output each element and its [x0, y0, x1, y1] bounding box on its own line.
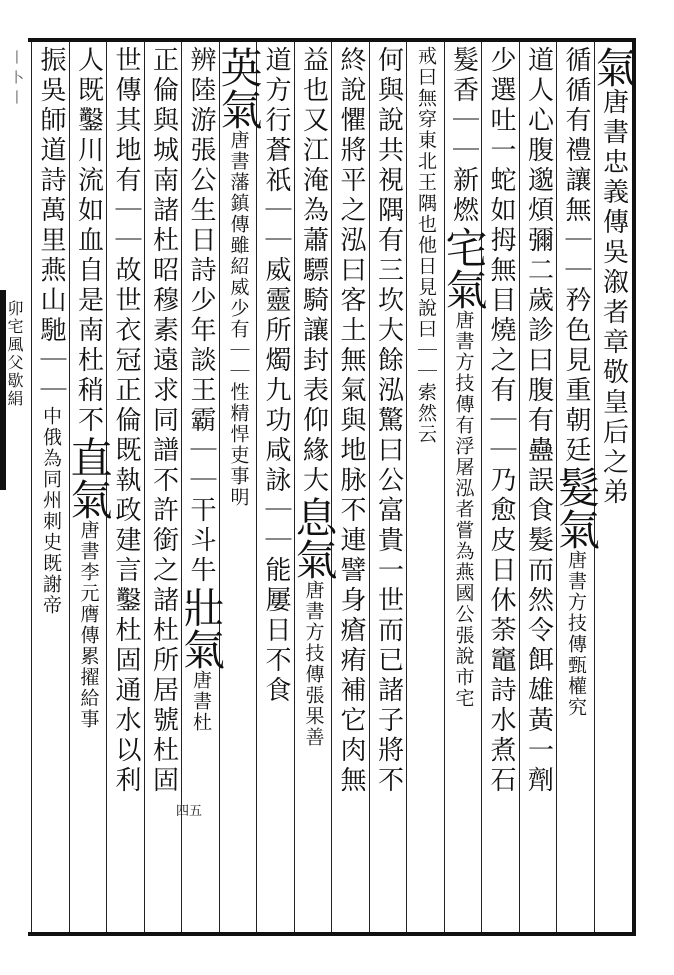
- body-text: 髮香｜｜新燃: [448, 46, 479, 226]
- entry-heading-char: 英: [214, 46, 264, 88]
- entry-heading-char: 氣: [439, 268, 489, 310]
- text-column: [370, 46, 408, 926]
- annotation-text: 中俄為同州刺史既謝帝: [40, 406, 62, 616]
- text-column: [407, 46, 445, 926]
- text-column: [482, 46, 520, 926]
- entry-heading-char: 氣: [214, 88, 264, 130]
- body-text: 振吳師道詩萬里燕山馳｜｜: [36, 46, 66, 406]
- entry-heading-char: 息: [289, 496, 339, 538]
- body-text: 何與說共視隅有三坎大餘泓驚曰公富貴一世而已諸子將不: [373, 46, 404, 796]
- text-column: [552, 46, 601, 926]
- column-rule: [31, 42, 32, 932]
- annotation-text: 唐書方技傳張果善: [302, 580, 325, 748]
- entry-heading-char: 氣: [589, 46, 639, 88]
- text-column: [289, 46, 339, 926]
- text-column: [520, 46, 558, 926]
- entry-heading-char: 壯: [177, 586, 226, 628]
- body-text: 辨陸游張公生日詩少年談王霸｜｜干斗牛: [186, 46, 216, 586]
- body-text: 人既鑿川流如血自是南杜稍不: [73, 46, 104, 436]
- annotation-text: 戒曰無穿東北王隅也他日見說曰｜｜索然云: [415, 46, 437, 445]
- body-text: 正倫與城南諸杜昭穆素遠求同譜不許銜之諸杜所居號杜固: [148, 46, 179, 796]
- text-column: [214, 46, 264, 926]
- body-text: 少選吐一蛇如拇無目燒之有｜｜乃愈皮日休荼竈詩水煮石: [486, 46, 516, 796]
- entry-heading-char: 宅: [439, 226, 489, 268]
- body-text: 循循有禮讓無｜｜矜色見重朝廷: [561, 46, 591, 466]
- body-text: 終說懼將平之泓曰客土無氣與地脉不連譬身瘡痏補它肉無: [336, 46, 366, 796]
- body-text: 世傳其地有｜｜故世衣冠正倫既執政建言鑿杜固通水以利: [111, 46, 141, 796]
- body-text: 道人心腹邈煩彌二歲診曰腹有蠱誤食髮而然令餌雄黃一劑: [523, 46, 554, 796]
- text-column: [32, 46, 70, 926]
- spine-label: 卯宅風父歇絹: [5, 300, 24, 408]
- text-column: [439, 46, 489, 926]
- folio-number: 四五: [176, 804, 203, 819]
- entry-heading-char: 氣: [289, 538, 339, 580]
- text-column: [64, 46, 114, 926]
- body-text: 益也又江淹為蕭驃騎讓封表仰緣大: [298, 46, 329, 496]
- annotation-text: 唐書李元膺傳累擢給事: [77, 520, 100, 730]
- entry-heading-char: 直: [64, 436, 114, 478]
- text-column: [177, 46, 226, 926]
- text-column: [332, 46, 370, 926]
- annotation-text: 唐書方技傳有浮屠泓者嘗為燕國公張說市宅: [452, 310, 475, 709]
- annotation-text: 唐書杜: [190, 670, 212, 733]
- entry-heading-char: 髮: [552, 466, 601, 508]
- entry-heading-char: 氣: [64, 478, 114, 520]
- entry-heading-char: 氣: [552, 508, 601, 550]
- annotation-text: 唐書方技傳甄權究: [565, 550, 587, 718]
- annotation-text: 唐書藩鎮傳雖紹威少有｜｜性精悍吏事明: [227, 130, 250, 508]
- text-column: [145, 46, 183, 926]
- text-column: [257, 46, 295, 926]
- body-text: 道方行蒼祇｜｜威靈所燭九功咸詠｜｜能屢日不食: [261, 46, 291, 706]
- body-text: 唐書忠義傳吳溆者章敬皇后之弟: [598, 88, 629, 508]
- entry-heading-char: 氣: [177, 628, 226, 670]
- margin-leaf-mark: 丨卜丨: [8, 50, 24, 110]
